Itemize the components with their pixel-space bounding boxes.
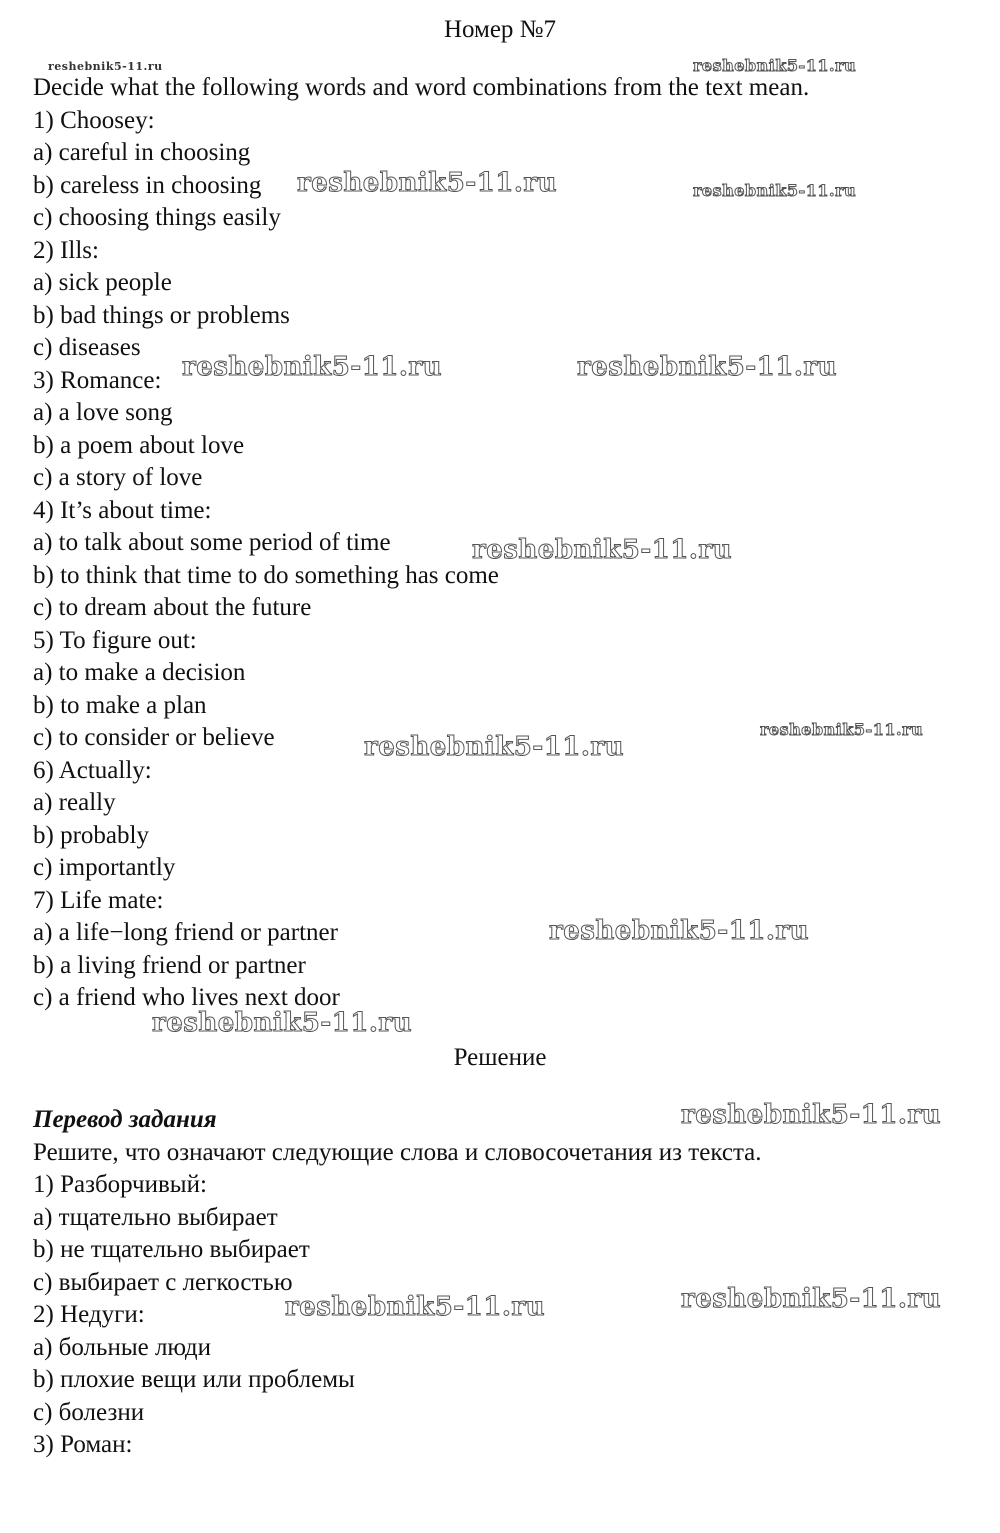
page-title: Номер №7 [443,16,557,43]
task-line: b) to think that time to do something has come [33,561,499,589]
task-line: a) careful in choosing [33,139,251,166]
task-line: b) careless in choosing [33,171,262,199]
task-line: 5) To figure out: [33,626,197,654]
watermark: reshebnik5-11.ru [693,181,857,200]
task-line: b) probably [33,821,149,849]
task-line: a) to talk about some period of time [33,529,391,556]
solution-heading: Решение [453,1044,547,1071]
translation-intro: Решите, что означают следующие слова и словосочетания из текста. [33,1138,762,1166]
task-line: c) a friend who lives next door [33,984,340,1011]
task-line: b) to make a plan [33,691,207,719]
translation-section [33,1104,973,1462]
task-line: b) bad things or problems [33,301,290,329]
translation-line: 2) Недуги: [33,1301,145,1328]
watermark: reshebnik5-11.ru [681,1284,942,1314]
translation-heading: Перевод задания [33,1106,217,1133]
task-line: c) importantly [33,854,176,881]
task-line: c) diseases [33,334,141,361]
task-line: 6) Actually: [33,756,152,784]
watermark: reshebnik5-11.ru [48,60,163,73]
task-line: c) to dream about the future [33,594,312,621]
watermark: reshebnik5-11.ru [472,535,733,565]
task-line: b) a living friend or partner [33,951,306,979]
translation-line: c) выбирает с легкостью [33,1268,293,1296]
translation-line: b) не тщательно выбирает [33,1236,310,1263]
watermark: reshebnik5-11.ru [760,720,924,739]
watermark: reshebnik5-11.ru [182,352,443,382]
task-line: 3) Romance: [33,366,162,394]
task-line: a) a life−long friend or partner [33,919,338,946]
translation-line: 3) Роман: [33,1431,133,1458]
task-line: a) really [33,789,116,816]
task-line: 2) Ills: [33,236,99,264]
task-line: c) a story of love [33,464,203,491]
task-line: 7) Life mate: [33,886,164,914]
watermark: reshebnik5-11.ru [693,56,857,75]
task-line: a) sick people [33,269,172,296]
watermark: reshebnik5-11.ru [577,352,838,382]
watermark: reshebnik5-11.ru [297,168,558,198]
task-line: b) a poem about love [33,431,245,459]
translation-line: a) тщательно выбирает [33,1203,278,1231]
translation-line: b) плохие вещи или проблемы [33,1366,355,1393]
watermark: reshebnik5-11.ru [364,732,625,762]
task-intro: Decide what the following words and word combinations from the text mean. [33,74,810,101]
task-line: a) to make a decision [33,659,246,686]
task-line: c) choosing things easily [33,204,281,231]
watermark: reshebnik5-11.ru [549,916,810,946]
task-line: a) a love song [33,399,173,426]
task-line: 1) Choosey: [33,106,155,134]
task-line: c) to consider or believe [33,724,275,751]
translation-line: c) болезни [33,1398,145,1426]
translation-line: a) больные люди [33,1333,211,1361]
watermark: reshebnik5-11.ru [285,1292,546,1322]
translation-line: 1) Разборчивый: [33,1171,207,1198]
task-line: 4) It’s about time: [33,496,212,524]
watermark: reshebnik5-11.ru [681,1100,942,1130]
watermark: reshebnik5-11.ru [152,1008,413,1038]
